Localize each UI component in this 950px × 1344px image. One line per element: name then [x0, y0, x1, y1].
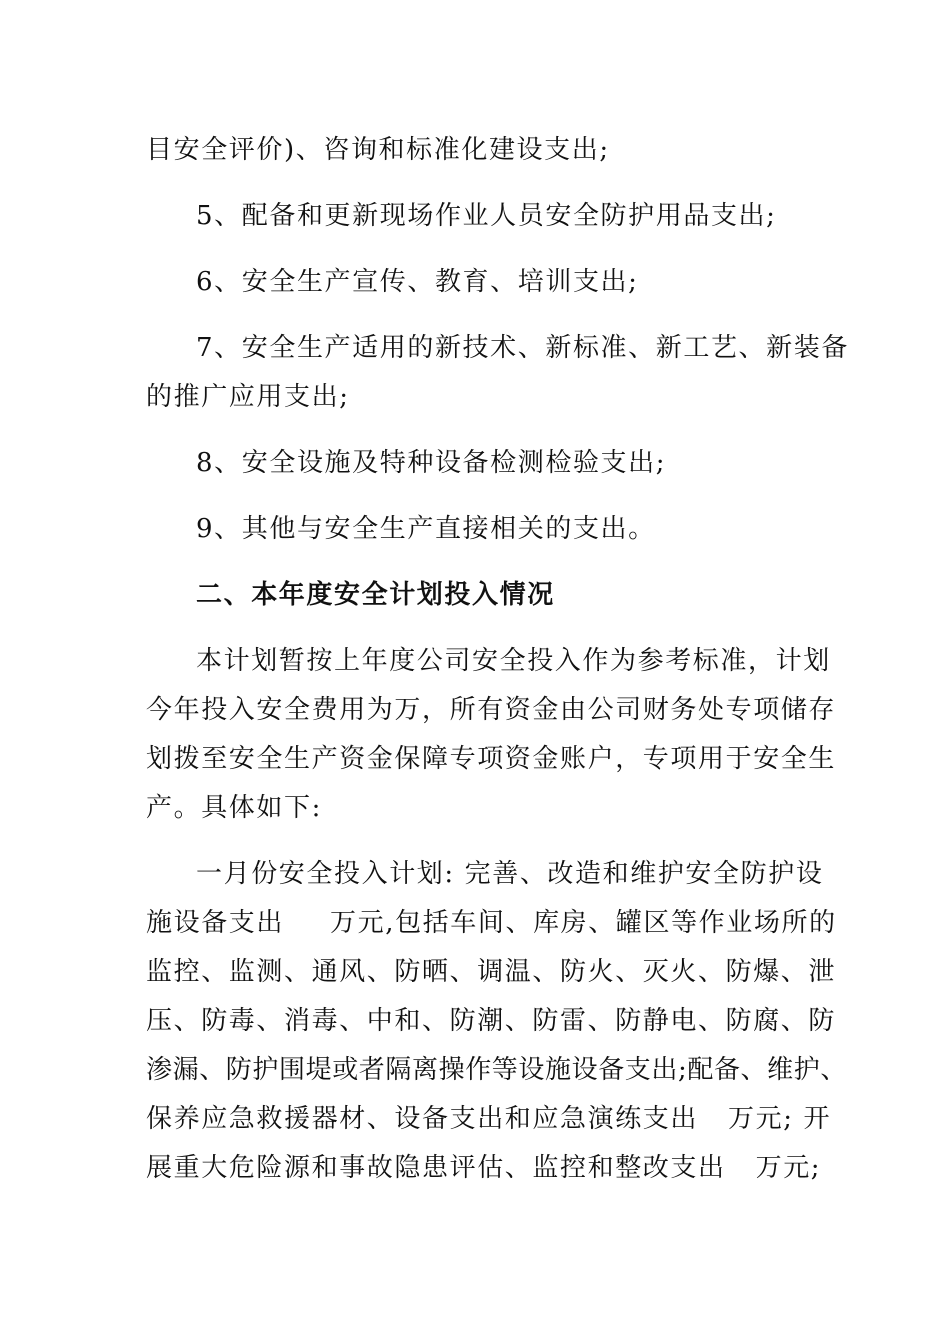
- paragraph-line: 产。具体如下:: [146, 793, 322, 823]
- paragraph-line: 划拨至安全生产资金保障专项资金账户，专项用于安全生: [146, 744, 837, 774]
- text-segment: 万元,包括车间、库房、罐区等作业场所的: [330, 908, 837, 938]
- paragraph-line: 压、防毒、消毒、中和、防潮、防雷、防静电、防腐、防: [146, 1006, 837, 1036]
- list-item-7-continuation: 的推广应用支出;: [146, 382, 350, 412]
- paragraph-line: 渗漏、防护围堤或者隔离操作等设施设备支出;配备、维护、: [146, 1055, 847, 1085]
- paragraph-line: 一月份安全投入计划: 完善、改造和维护安全防护设: [196, 859, 824, 889]
- text-segment: 万元;: [755, 1153, 822, 1183]
- text-segment: 展重大危险源和事故隐患评估、监控和整改支出: [146, 1153, 726, 1183]
- paragraph-line: 本计划暂按上年度公司安全投入作为参考标准，计划: [196, 646, 831, 676]
- list-item-7: 7、安全生产适用的新技术、新标准、新工艺、新装备: [196, 333, 849, 363]
- paragraph-line: 今年投入安全费用为万，所有资金由公司财务处专项储存: [146, 695, 837, 725]
- list-item-5: 5、配备和更新现场作业人员安全防护用品支出;: [196, 201, 777, 231]
- paragraph-line: [146, 1151, 826, 1185]
- text-segment: 施设备支出: [146, 908, 285, 938]
- paragraph-line: 监控、监测、通风、防晒、调温、防火、灭火、防爆、泄: [146, 957, 837, 987]
- paragraph-line: [146, 1102, 832, 1136]
- list-item-6: 6、安全生产宣传、教育、培训支出;: [196, 267, 639, 297]
- text-line: 目安全评价)、咨询和标准化建设支出;: [146, 135, 610, 165]
- paragraph-line: [146, 906, 837, 940]
- section-heading: 二、本年度安全计划投入情况: [196, 580, 555, 610]
- text-segment: 万元; 开: [728, 1104, 832, 1134]
- text-segment: 保养应急救援器材、设备支出和应急演练支出: [146, 1104, 699, 1134]
- list-item-8: 8、安全设施及特种设备检测检验支出;: [196, 448, 667, 478]
- list-item-9: 9、其他与安全生产直接相关的支出。: [196, 514, 656, 544]
